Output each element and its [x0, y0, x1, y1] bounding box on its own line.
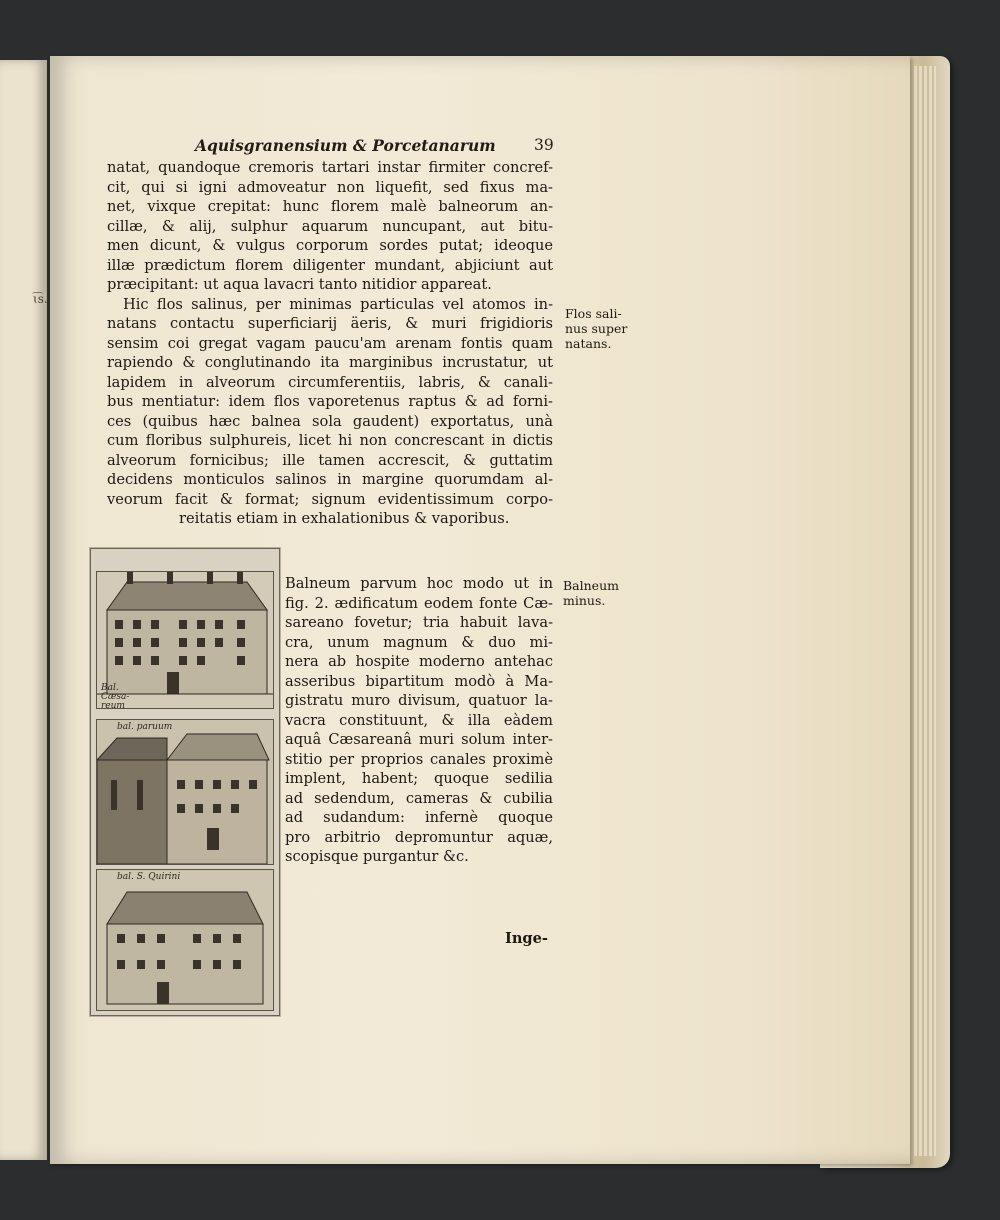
text-line: decidens monticulos salinos in margine quorumdam al-	[107, 471, 553, 488]
text-line: Balneum parvum hoc modo ut in	[285, 575, 553, 592]
text-line: men dicunt, & vulgus corporum sordes putat; ideoque	[107, 237, 553, 254]
stray-mark: ɩ͡s.	[33, 292, 48, 306]
text-line: natat, quandoque cremoris tartari instar firmiter concref-	[107, 159, 553, 176]
text-line: aquâ Cæsareanâ muri solum inter-	[285, 731, 553, 748]
building-quirini-icon	[97, 870, 273, 1010]
engraving-label-caesareum: Bal. Cæsa- reum	[101, 683, 130, 709]
margin-note-balneum-minus	[563, 578, 619, 608]
text-line: lapidem in alveorum circumferentiis, labris, & canali-	[107, 373, 553, 391]
text-line: sensim coi gregat vagam paucu'am arenam fontis quam	[107, 334, 553, 352]
margin-note-line: nus super	[565, 321, 628, 336]
page-number: 39	[534, 136, 554, 154]
text-line: rapiendo & conglutinando ita marginibus incrustatur, ut	[107, 354, 553, 371]
text-line: asseribus bipartitum modò à Ma-	[285, 672, 553, 690]
engraving-panel-balneum-caesareum	[96, 571, 274, 709]
text-line: implent, habent; quoque sedilia	[285, 770, 553, 787]
text-line: cillæ, & alij, sulphur aquarum nuncupant, aut bitu-	[107, 217, 553, 235]
engraving-panel-balneum-parvum	[96, 719, 274, 865]
text-line: scopisque purgantur &c.	[285, 848, 469, 865]
catchword: Inge-	[505, 930, 548, 947]
margin-note-flos-salinus	[565, 306, 627, 351]
engraving-label-parvum: bal. paruum	[117, 722, 173, 732]
text-line: sareano fovetur; tria habuit lava-	[285, 614, 553, 631]
side-text-block	[285, 574, 553, 867]
engraving-illustration	[90, 548, 280, 1016]
margin-note-line: Flos sali-	[565, 306, 622, 321]
text-line: cra, unum magnum & duo mi-	[285, 633, 553, 651]
text-line: pro arbitrio depromuntur aquæ,	[285, 828, 553, 846]
text-line: vacra constituunt, & illa eàdem	[285, 711, 553, 729]
running-head: Aquisgranensium & Porcetanarum	[195, 136, 496, 155]
text-line: ces (quibus hæc balnea sola gaudent) exportatus, unà	[107, 412, 553, 430]
text-line: gistratu muro divisum, quatuor la-	[285, 692, 553, 709]
text-line: net, vixque crepitat: hunc florem malè balneorum an-	[107, 198, 553, 215]
text-line: stitio per proprios canales proximè	[285, 750, 553, 768]
text-line: alveorum fornicibus; ille tamen accrescit, & guttatim	[107, 451, 553, 469]
text-line: ad sudandum: infernè quoque	[285, 809, 553, 826]
engraving-panel-balneum-quirini	[96, 869, 274, 1011]
main-text-block	[107, 158, 553, 529]
text-line: illæ prædictum florem diligenter mundant, abjiciunt aut	[107, 256, 553, 274]
text-line: bus mentiatur: idem flos vaporetenus raptus & ad forni-	[107, 393, 553, 410]
text-line: cit, qui si igni admoveatur non liquefit, sed fixus ma-	[107, 178, 553, 196]
text-line: veorum facit & format; signum evidentissimum corpo-	[107, 490, 553, 508]
text-line: præcipitant: ut aqua lavacri tanto nitidior appareat.	[107, 276, 492, 293]
text-line: ad sedendum, cameras & cubilia	[285, 789, 553, 807]
text-line: Hic flos salinus, per minimas particulas vel atomos in-	[123, 295, 553, 313]
text-line: cum floribus sulphureis, licet hi non concrescant in dictis	[107, 432, 553, 449]
text-line: reitatis etiam in exhalationibus & vaporibus.	[179, 510, 510, 527]
text-line: fig. 2. ædificatum eodem fonte Cæ-	[285, 594, 553, 612]
margin-note-line: minus.	[563, 593, 606, 608]
engraving-label-quirini: bal. S. Quirini	[117, 872, 181, 882]
margin-note-line: natans.	[565, 336, 612, 351]
left-page-edge	[0, 60, 47, 1160]
text-line: nera ab hospite moderno antehac	[285, 653, 553, 670]
building-parvum-icon	[97, 720, 273, 864]
margin-note-line: Balneum	[563, 578, 619, 593]
text-line: natans contactu superficiarij äeris, & muri frigidioris	[107, 315, 553, 332]
